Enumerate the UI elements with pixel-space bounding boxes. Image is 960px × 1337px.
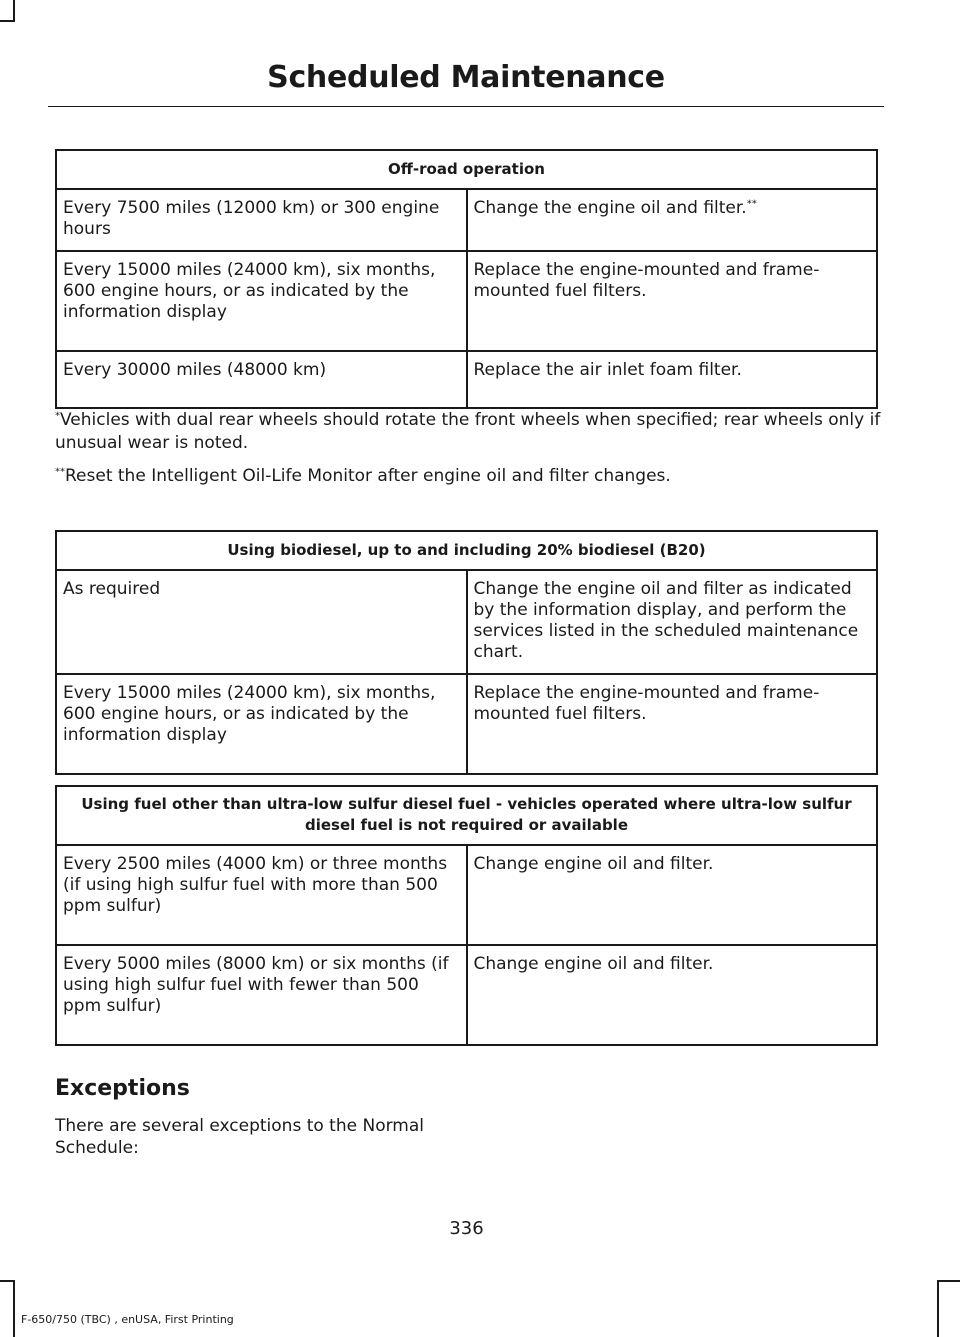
interval-cell: As required (56, 570, 467, 674)
page-number: 336 (449, 1218, 484, 1239)
table-row (56, 251, 877, 351)
table-title: Using fuel other than ultra-low sulfur diesel fuel - vehicles operated where ultra-low sulfur diesel fuel is not required or available (56, 786, 877, 845)
action-cell: Replace the engine-mounted and frame-mounted fuel filters. (467, 251, 878, 351)
exceptions-paragraph: There are several exceptions to the Normal Schedule: (55, 1116, 424, 1158)
crop-mark-bottom-left-vertical (13, 1280, 15, 1337)
table-header-row (56, 150, 877, 189)
table-title: Off-road operation (56, 150, 877, 189)
table-row (56, 189, 877, 251)
footnote-marker: ** (746, 198, 757, 210)
footnote-1 (55, 409, 885, 455)
table-title: Using biodiesel, up to and including 20% biodiesel (B20) (56, 531, 877, 570)
action-cell: Change the engine oil and filter as indicated by the information display, and perform the services listed in the scheduled maintenance chart. (467, 570, 878, 674)
sulfur-fuel-table (55, 785, 878, 1046)
table-header-row (56, 531, 877, 570)
header-divider (48, 106, 884, 107)
crop-mark-top-left-vertical (13, 0, 15, 22)
interval-cell: Every 15000 miles (24000 km), six months, 600 engine hours, or as indicated by the information display (56, 251, 467, 351)
table-row (56, 945, 877, 1045)
interval-cell: Every 2500 miles (4000 km) or three months (if using high sulfur fuel with more than 500 ppm sulfur) (56, 845, 467, 945)
crop-mark-bottom-right-vertical (937, 1280, 939, 1337)
action-cell: Replace the air inlet foam filter. (467, 351, 878, 408)
action-cell: Replace the engine-mounted and frame-mounted fuel filters. (467, 674, 878, 774)
interval-cell: Every 5000 miles (8000 km) or six months (if using high sulfur fuel with fewer than 500 ppm sulfur) (56, 945, 467, 1045)
table-row (56, 674, 877, 774)
action-cell: Change engine oil and filter. (467, 945, 878, 1045)
table-row (56, 570, 877, 674)
interval-cell: Every 30000 miles (48000 km) (56, 351, 467, 408)
offroad-table (55, 149, 878, 409)
edition-footer: F-650/750 (TBC) , enUSA, First Printing (21, 1313, 234, 1326)
table-row (56, 351, 877, 408)
page-title: Scheduled Maintenance (267, 60, 665, 95)
footnote-2 (55, 465, 885, 488)
crop-mark-bottom-right-horizontal (937, 1280, 960, 1282)
exceptions-heading: Exceptions (55, 1076, 190, 1101)
action-text: Change the engine oil and filter. (473, 198, 747, 218)
crop-mark-top-left-horizontal (0, 20, 15, 22)
biodiesel-table (55, 530, 878, 775)
action-cell: Change engine oil and filter. (467, 845, 878, 945)
footnote-text: Reset the Intelligent Oil-Life Monitor after engine oil and filter changes. (65, 466, 671, 486)
footnote-marker: * (55, 410, 60, 422)
table-header-row (56, 786, 877, 845)
crop-mark-bottom-left-horizontal (0, 1280, 15, 1282)
footnote-marker: ** (55, 466, 65, 478)
footnote-text: Vehicles with dual rear wheels should rotate the front wheels when specified; rear wheels only if unusual wear is noted. (55, 410, 881, 453)
table-row (56, 845, 877, 945)
interval-cell: Every 15000 miles (24000 km), six months, 600 engine hours, or as indicated by the information display (56, 674, 467, 774)
interval-cell: Every 7500 miles (12000 km) or 300 engine hours (56, 189, 467, 251)
action-cell (467, 189, 878, 251)
